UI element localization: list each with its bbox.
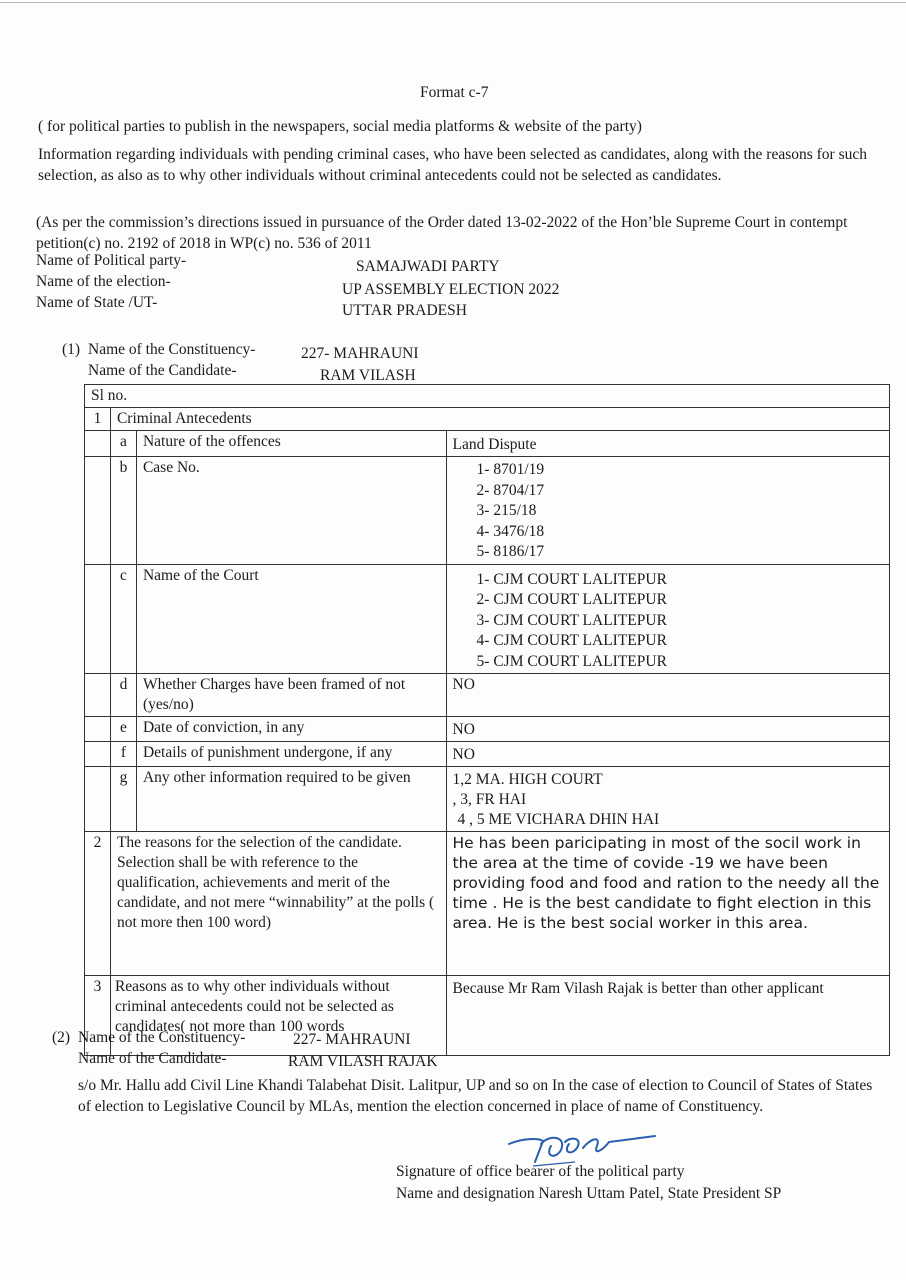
table-row [85, 431, 890, 457]
row-label: The reasons for the selection of the candidate. Selection shall be with reference to the qualification, achievements and merit of the candidate, and not mere “winnability” at the polls ( not more then 100 word) [110, 832, 446, 976]
election-label: Name of the election- [36, 273, 171, 290]
other-info-list [446, 767, 889, 832]
row-value: Because Mr Ram Vilash Rajak is better than other applicant [446, 976, 889, 1056]
state-label: Name of State /UT- [36, 294, 158, 311]
table-row [85, 742, 890, 767]
section2-constituency-label: Name of the Constituency- [78, 1029, 246, 1046]
criminal-antecedents-table [84, 384, 890, 1056]
row-value: NO [446, 674, 889, 717]
section1-number: (1) [62, 341, 81, 358]
list-item: 4- CJM COURT LALITEPUR [476, 632, 667, 649]
table-row [85, 717, 890, 742]
table-row [85, 564, 890, 674]
row-key: e [110, 717, 136, 742]
list-item: 3- 215/18 [476, 502, 537, 519]
list-item: 4 , 5 ME VICHARA DHIN HAI [457, 811, 660, 828]
row-number: 3 [85, 976, 111, 1056]
row-value: He has been paricipating in most of the socil work in the area at the time of covide -19 we have been providing food and food and ration to the needy all the time . He is the best candidate to fight election in this area. He is the best social worker in this area. [446, 832, 889, 976]
directions-paragraph: (As per the commission’s directions issued in pursuance of the Order dated 13-02-2022 of the Hon’ble Supreme Court in contempt petition(c) no. 2192 of 2018 in WP(c) no. 536 of 2011 [36, 214, 848, 252]
row-key: a [110, 431, 136, 457]
row-key: g [110, 767, 136, 832]
list-item: 2- CJM COURT LALITEPUR [476, 591, 667, 608]
list-item: 1- CJM COURT LALITEPUR [476, 570, 667, 588]
section2-candidate-value: RAM VILASH RAJAK [288, 1053, 438, 1070]
table-row [85, 674, 890, 717]
case-number-list [446, 457, 889, 565]
row-value: NO [446, 742, 889, 767]
list-item: 1- 8701/19 [476, 461, 545, 478]
sl-header: Sl no. [85, 385, 890, 408]
row-label: Name of the Court [136, 564, 446, 674]
party-label: Name of Political party- [36, 252, 187, 269]
subtitle: ( for political parties to publish in the newspapers, social media platforms & website of the party) [38, 118, 642, 135]
table-row [85, 457, 890, 565]
row-key: d [110, 674, 136, 717]
list-item: 5- 8186/17 [476, 543, 545, 560]
list-item: 4- 3476/18 [476, 522, 545, 540]
table-row [85, 408, 890, 431]
table-row [85, 832, 890, 976]
list-item: 2- 8704/17 [476, 481, 545, 499]
election-value: UP ASSEMBLY ELECTION 2022 [342, 281, 560, 298]
info-paragraph: Information regarding individuals with pending criminal cases, who have been selected as candidates, along with the reasons for such selection, as also as to why other individuals without criminal antecedents could not be selected as candidates. [38, 146, 868, 184]
row-title: Criminal Antecedents [110, 408, 889, 431]
format-title: Format c-7 [420, 84, 489, 101]
row-label: Nature of the offences [136, 431, 446, 457]
row-label: Any other information required to be given [136, 767, 446, 832]
signature-label: Signature of office bearer of the political party [396, 1163, 685, 1180]
name-designation: Name and designation Naresh Uttam Patel, State President SP [396, 1185, 782, 1202]
row-key: b [110, 457, 136, 565]
row-number: 2 [85, 832, 111, 976]
section1-constituency-value: 227- MAHRAUNI [301, 345, 419, 362]
row-label: Whether Charges have been framed of not (yes/no) [136, 674, 446, 717]
row-value: Land Dispute [446, 431, 889, 457]
section2-number: (2) [52, 1029, 71, 1046]
state-value: UTTAR PRADESH [342, 302, 467, 319]
row-key: c [110, 564, 136, 674]
section2-note: s/o Mr. Hallu add Civil Line Khandi Talabehat Disit. Lalitpur, UP and so on In the case of election to Council of States of States of election to Legislative Council by MLAs, mention the election concerned in place of name of Constituency. [78, 1077, 873, 1115]
table-row [85, 767, 890, 832]
table-header-row [85, 385, 890, 408]
section2-candidate-label: Name of the Candidate- [78, 1050, 227, 1067]
court-name-list [446, 564, 889, 674]
list-item: , 3, FR HAI [452, 791, 527, 808]
row-key: f [110, 742, 136, 767]
section1-candidate-label: Name of the Candidate- [88, 362, 237, 379]
row-value: NO [446, 717, 889, 742]
section1-candidate-value: RAM VILASH [320, 367, 416, 384]
list-item: 1,2 MA. HIGH COURT [452, 771, 603, 788]
row-label: Reasons as to why other individuals without criminal antecedents could not be selected as candidates( not more than 100 words [110, 976, 446, 1056]
row-label: Case No. [136, 457, 446, 565]
party-value: SAMAJWADI PARTY [356, 258, 500, 275]
section2-constituency-value: 227- MAHRAUNI [293, 1031, 411, 1048]
row-label: Details of punishment undergone, if any [136, 742, 446, 767]
scan-edge [0, 2, 906, 3]
list-item: 3- CJM COURT LALITEPUR [476, 611, 667, 629]
section1-constituency-label: Name of the Constituency- [88, 341, 256, 358]
row-number: 1 [85, 408, 111, 431]
list-item: 5- CJM COURT LALITEPUR [476, 652, 667, 670]
row-label: Date of conviction, in any [136, 717, 446, 742]
